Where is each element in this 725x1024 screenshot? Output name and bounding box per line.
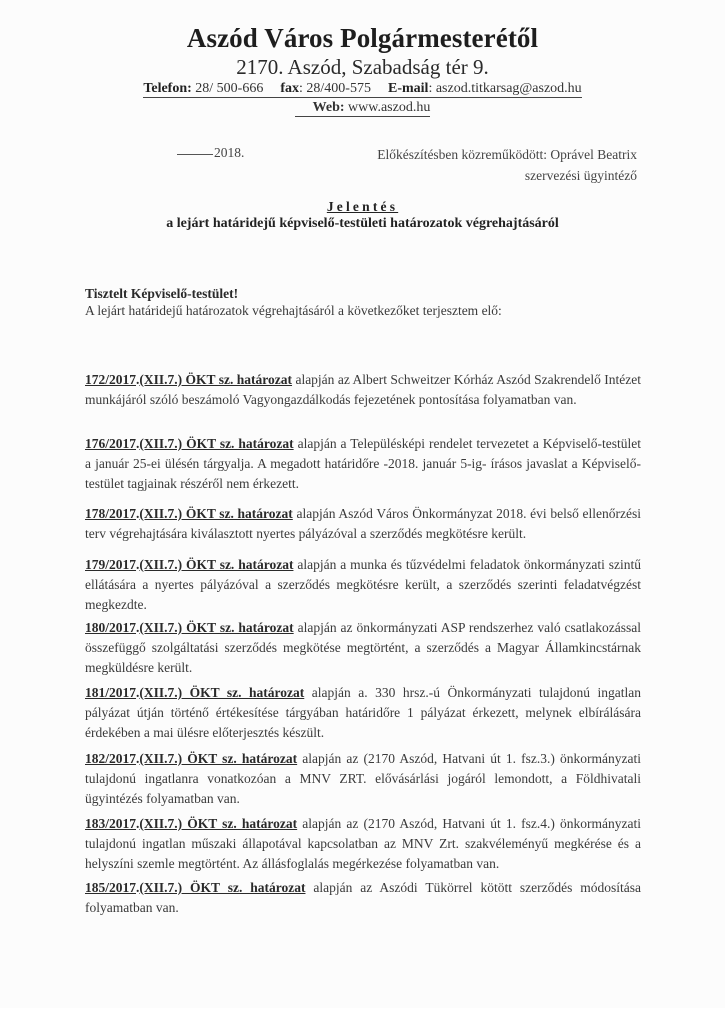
salutation: Tisztelt Képviselő-testület! [85,286,239,301]
resolution-number: 180/2017 [85,620,137,635]
email-address[interactable]: : aszod.titkarsag@aszod.hu [428,81,582,96]
fax-number: : 28/400-575 [299,81,371,96]
report-title: Jelentés [326,199,399,214]
resolution-ref: (XII.7.) ÖKT sz. határozat [139,685,305,700]
phone-label: Telefon: [143,81,192,96]
phone-number: 28/ 500-666 [191,81,264,96]
resolution-text: alapján az (2170 Aszód, Hatvani út 1. fsz.4.) önkormányzati tulajdonú ingatlan műszaki állapotával kapcsolatban az MNV Zrt. szakvéleményű megkérése és a helyszíni szemle megtörtént. Az állásfoglalás megérkezése folyamatban van. [85,816,641,871]
fax-label: fax [280,81,300,96]
intro-text: A lejárt határidejű határozatok végrehajtásáról a következőket terjesztem elő: [85,303,502,318]
resolution-number: 181/2017 [85,685,137,700]
resolution-item: 172/2017.(XII.7.) ÖKT sz. határozat alapján az Albert Schweitzer Kórház Aszód Szakrendelő Intézet munkájáról szóló beszámoló Vagyongazdálkodás fejezetének pontosítása folyamatban van. [85,372,641,407]
resolution-ref: (XII.7.) ÖKT sz. határozat [139,751,298,766]
resolution-number: 183/2017 [85,816,137,831]
resolution-text: alapján a munka és tűzvédelmi feladatok önkormányzati szintű ellátására a nyertes pályázóval a szerződés megkötésre került, a szerződés szerinti feladatvégzést megkezdte. [85,557,641,612]
resolution-number: 185/2017 [85,880,137,895]
resolution-ref: (XII.7.) ÖKT sz. határozat [139,436,294,451]
resolution-item: 182/2017.(XII.7.) ÖKT sz. határozat alapján az (2170 Aszód, Hatvani út 1. fsz.3.) önkormányzati tulajdonú ingatlanra vonatkozóan a MNV ZRT. elővásárlási jogáról lemondott, a Földhivatali ügyintézés folyamatban van. [85,751,641,806]
resolution-number: 172/2017 [85,372,137,387]
resolution-text: alapján az (2170 Aszód, Hatvani út 1. fsz.3.) önkormányzati tulajdonú ingatlanra vonatkozóan a MNV ZRT. elővásárlási jogáról lemondott, a Földhivatali ügyintézés folyamatban van. [85,751,641,806]
resolution-text: alapján a Településképi rendelet tervezetet a Képviselő-testület a január 25-ei ülésén tárgyalja. A megadott határidőre -2018. január 5-ig- írásos javaslat a Képviselő-testület tagjainak részéről nem érkezett. [85,436,641,491]
report-subtitle: a lejárt határidejű képviselő-testületi határozatok végrehajtásáról [166,216,559,231]
resolution-item: 185/2017.(XII.7.) ÖKT sz. határozat alapján az Aszódi Tükörrel kötött szerződés módosítása folyamatban van. [85,880,641,915]
date-blank [177,154,213,155]
resolution-ref: (XII.7.) ÖKT sz. határozat [139,816,298,831]
prepared-by-role: szervezési ügyintéző [524,168,637,183]
resolution-item: 180/2017.(XII.7.) ÖKT sz. határozat alapján az önkormányzati ASP rendszerhez való csatlakozással összefüggő szolgáltatási szerződés megkötése megtörtént, a szerződés a Magyar Államkincstárnak megküldésre került. [85,620,641,675]
resolution-number: 182/2017 [85,751,137,766]
resolution-text: alapján az önkormányzati ASP rendszerhez való csatlakozással összefüggő szolgáltatási szerződés megkötése megtörtént, a szerződés a Magyar Államkincstárnak megküldésre került. [85,620,641,675]
email-label: E-mail [387,81,429,96]
web-line [295,99,431,117]
resolution-ref: (XII.7.) ÖKT sz. határozat [139,557,294,572]
contact-line [143,80,581,98]
report-heading [0,198,725,232]
web-address[interactable]: www.aszod.hu [344,100,431,115]
resolution-ref: (XII.7.) ÖKT sz. határozat [139,880,306,895]
resolution-ref: (XII.7.) ÖKT sz. határozat [139,506,293,521]
prepared-by [377,144,637,186]
date: 2018. [214,145,245,160]
resolution-item: 178/2017.(XII.7.) ÖKT sz. határozat alapján Aszód Város Önkormányzat 2018. évi belső ellenőrzési terv végrehajtására kiválasztott nyertes pályázóval a szerződés megkötésre került. [85,506,641,541]
resolution-text: alapján az Aszódi Tükörrel kötött szerződés módosítása folyamatban van. [85,880,641,915]
resolution-number: 178/2017 [85,506,137,521]
letterhead-title: Aszód Város Polgármesterétől [186,23,539,53]
resolution-number: 179/2017 [85,557,137,572]
web-label: Web: [312,100,345,115]
date-line [177,145,244,161]
resolution-ref: (XII.7.) ÖKT sz. határozat [139,620,294,635]
prepared-by-name: Előkészítésben közreműködött: Oprável Beatrix [377,147,637,162]
resolution-item: 179/2017.(XII.7.) ÖKT sz. határozat alapján a munka és tűzvédelmi feladatok önkormányzati szintű ellátására a nyertes pályázóval a szerződés megkötésre került, a szerződés szerinti feladatvégzést megkezdte. [85,557,641,612]
resolution-text: alapján Aszód Város Önkormányzat 2018. évi belső ellenőrzési terv végrehajtására kiválasztott nyertes pályázóval a szerződés megkötésre került. [85,506,641,541]
resolution-number: 176/2017 [85,436,137,451]
letterhead-address: 2170. Aszód, Szabadság tér 9. [236,55,489,79]
resolution-ref: (XII.7.) ÖKT sz. határozat [139,372,293,387]
resolution-item: 176/2017.(XII.7.) ÖKT sz. határozat alapján a Településképi rendelet tervezetet a Képviselő-testület a január 25-ei ülésén tárgyalja. A megadott határidőre -2018. január 5-ig- írásos javaslat a Képviselő-testület tagjainak részéről nem érkezett. [85,436,641,491]
intro-section [85,285,641,319]
resolution-item: 181/2017.(XII.7.) ÖKT sz. határozat alapján a. 330 hrsz.-ú Önkormányzati tulajdonú ingatlan pályázat útján történő értékesítése tárgyában határidőre 1 pályázat érkezett, melynek elbírálására érdekében a mai ülésre előterjesztés készült. [85,685,641,740]
resolution-text: alapján a. 330 hrsz.-ú Önkormányzati tulajdonú ingatlan pályázat útján történő értékesítése tárgyában határidőre 1 pályázat érkezett, melynek elbírálására érdekében a mai ülésre előterjesztés készült. [85,685,641,740]
letterhead [0,22,725,117]
resolution-text: alapján az Albert Schweitzer Kórház Aszód Szakrendelő Intézet munkájáról szóló beszámoló Vagyongazdálkodás fejezetének pontosítása folyamatban van. [85,372,641,407]
resolution-item: 183/2017.(XII.7.) ÖKT sz. határozat alapján az (2170 Aszód, Hatvani út 1. fsz.4.) önkormányzati tulajdonú ingatlan műszaki állapotával kapcsolatban az MNV Zrt. szakvéleményű megkérése és a helyszíni szemle megtörtént. Az állásfoglalás megérkezése folyamatban van. [85,816,641,871]
